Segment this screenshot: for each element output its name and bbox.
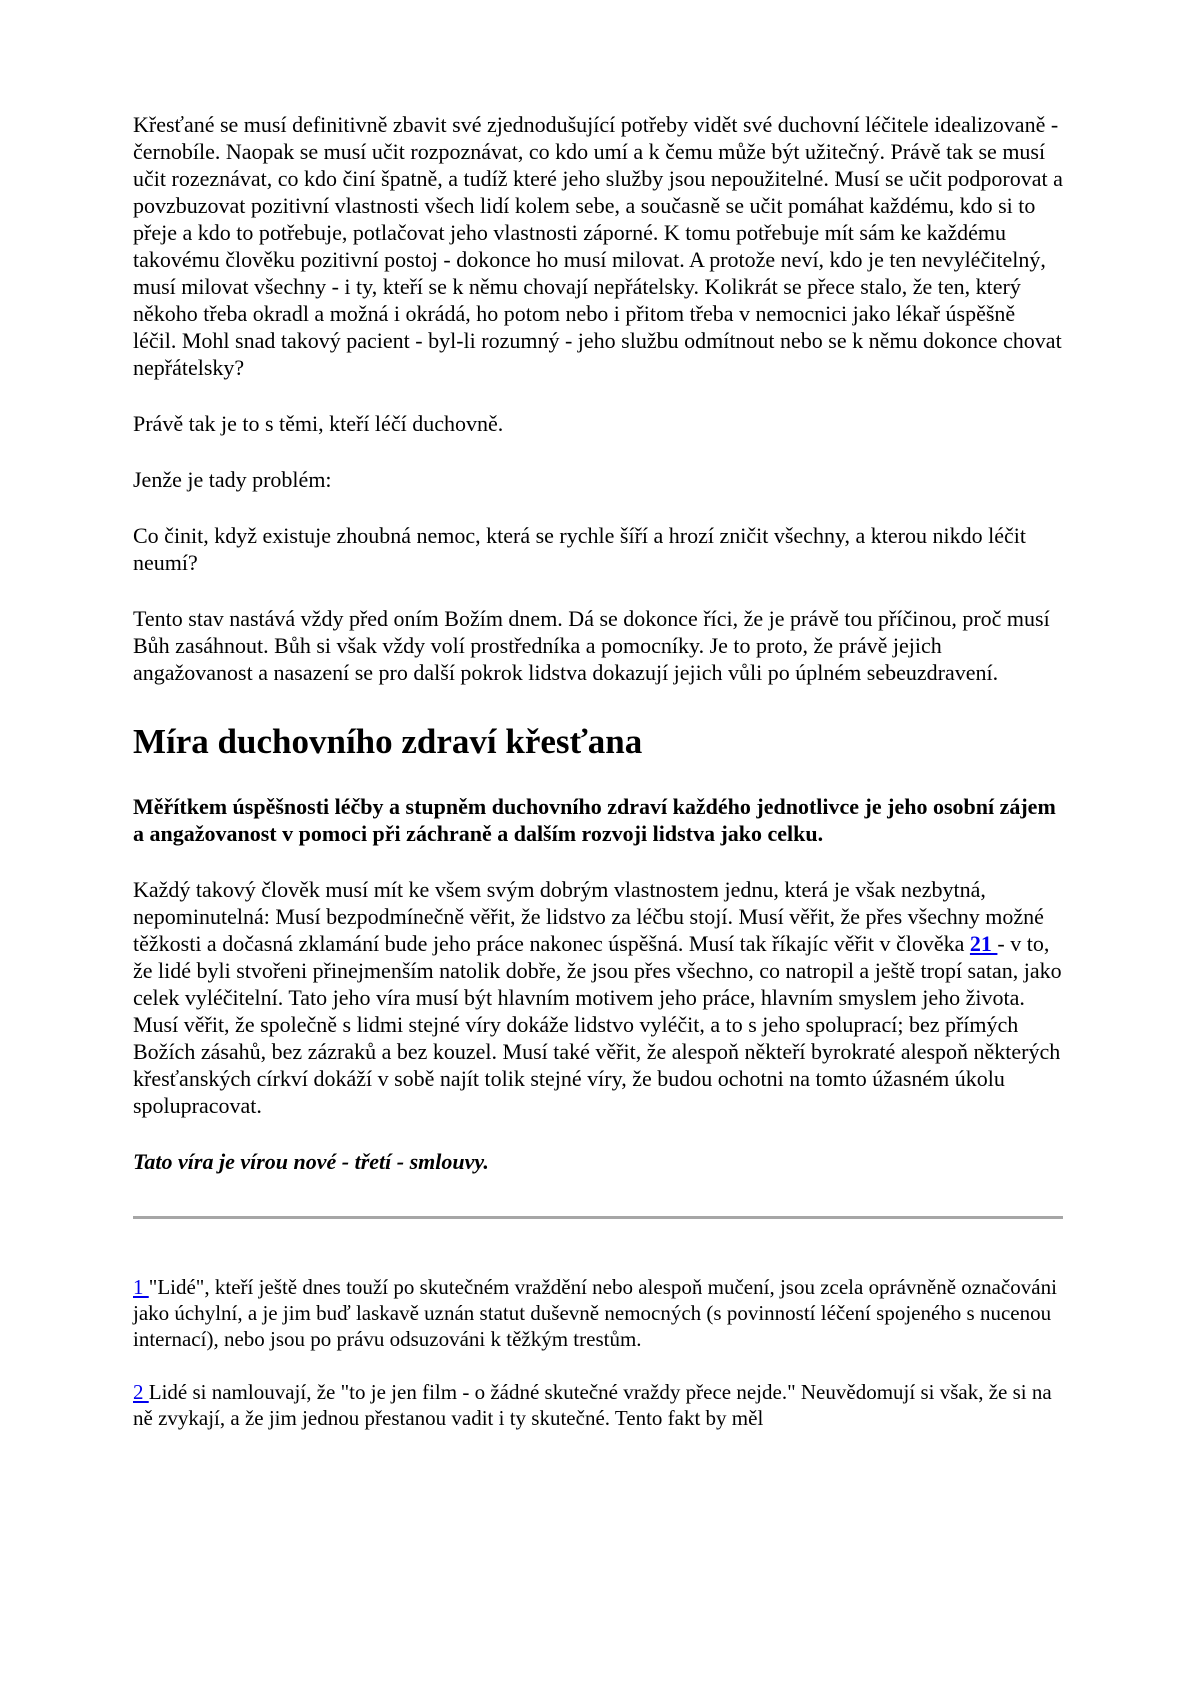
intro-paragraph: Co činit, když existuje zhoubná nemoc, která se rychle šíří a hrozí zničit všechny, a kterou nikdo léčit neumí? — [133, 523, 1026, 575]
footnote-ref-21-link[interactable]: 21 — [969, 931, 998, 956]
faith-paragraph-text-before: Každý takový člověk musí mít ke všem svým dobrým vlastnostem jednu, která je však nezbytná, nepominutelná: Musí bezpodmínečně věřit, že lidstvo za léčbu stojí. Musí věřit, že přes všechny možné těžkosti a dočasná zklamání bude jeho práce nakonec úspěšná. Musí tak říkajíc věřit v člověka — [133, 877, 1044, 956]
footnote-1-link[interactable]: 1 — [133, 1275, 149, 1299]
intro-paragraph: Tento stav nastává vždy před oním Božím dnem. Dá se dokonce říci, že je právě tou příčinou, proč musí Bůh zasáhnout. Bůh si však vždy volí prostředníka a pomocníky. Je to proto, že právě jejich angažovanost a nasazení se pro další pokrok lidstva dokazují jejich vůli po úplném sebeuzdravení. — [133, 606, 1050, 685]
faith-paragraph-text-after: - v to, že lidé byli stvořeni přinejmenším natolik dobře, že jsou přes všechno, co natropil a ještě tropí satan, jako celek vyléčitelní. Tato jeho víra musí být hlavním motivem jeho práce, hlavním smyslem jeho života. Musí věřit, že společně s lidmi stejné víry dokáže lidstvo vyléčit, a to s jeho spoluprací; bez přímých Božích zásahů, bez zázraků a bez kouzel. Musí také věřit, že alespoň někteří byrokraté alespoň některých křesťanských církví dokáží v sobě najít tolik stejné víry, že budou ochotni na tomto úžasném úkolu spolupracovat. — [133, 931, 1062, 1118]
thesis-paragraph: Měřítkem úspěšnosti léčby a stupněm duchovního zdraví každého jednotlivce je jeho osobní zájem a angažovanost v pomoci při záchraně a dalším rozvoji lidstva jako celku. — [133, 794, 1056, 846]
footnote-separator — [133, 1216, 1063, 1219]
section-heading: Míra duchovního zdraví křesťana — [133, 722, 643, 761]
creed-paragraph: Tato víra je vírou nové - třetí - smlouvy. — [133, 1149, 489, 1174]
footnote-2-text: Lidé si namlouvají, že "to je jen film - o žádné skutečné vraždy přece nejde." Neuvědomují si však, že si na ně zvykají, a že jim jednou přestanou vadit i ty skutečné. Tento fakt by měl — [133, 1380, 1052, 1430]
faith-paragraph — [133, 876, 1063, 1119]
footnote-2-link[interactable]: 2 — [133, 1380, 149, 1404]
footnotes-section — [133, 1274, 1063, 1431]
footnote-item — [133, 1379, 1063, 1431]
intro-paragraph: Právě tak je to s těmi, kteří léčí duchovně. — [133, 411, 504, 436]
intro-paragraph: Křesťané se musí definitivně zbavit své zjednodušující potřeby vidět své duchovní léčitele idealizovaně - černobíle. Naopak se musí učit rozpoznávat, co kdo umí a k čemu může být užitečný. Právě tak se musí učit rozeznávat, co kdo činí špatně, a tudíž které jeho služby jsou nepoužitelné. Musí se učit podporovat a povzbuzovat pozitivní vlastnosti všech lidí kolem sebe, a současně se učit pomáhat každému, kdo si to přeje a kdo to potřebuje, potlačovat jeho vlastnosti záporné. K tomu potřebuje mít sám ke každému takovému člověku pozitivní postoj - dokonce ho musí milovat. A protože neví, kdo je ten nevyléčitelný, musí milovat všechny - i ty, kteří se k němu chovají nepřátelsky. Kolikrát se přece stalo, že ten, který někoho třeba okradl a možná i okrádá, ho potom nebo i přitom třeba v nemocnici jako lékař úspěšně léčil. Mohl snad takový pacient - byl-li rozumný - jeho službu odmítnout nebo se k němu dokonce chovat nepřátelsky? — [133, 112, 1063, 380]
intro-paragraph: Jenže je tady problém: — [133, 467, 332, 492]
footnote-item — [133, 1274, 1063, 1352]
footnote-1-text: "Lidé", kteří ještě dnes touží po skutečném vraždění nebo alespoň mučení, jsou zcela oprávněně označováni jako úchylní, a je jim buď laskavě uznán statut duševně nemocných (s povinností léčení spojeného s nucenou internací), nebo jsou po právu odsuzováni k těžkým trestům. — [133, 1275, 1057, 1351]
